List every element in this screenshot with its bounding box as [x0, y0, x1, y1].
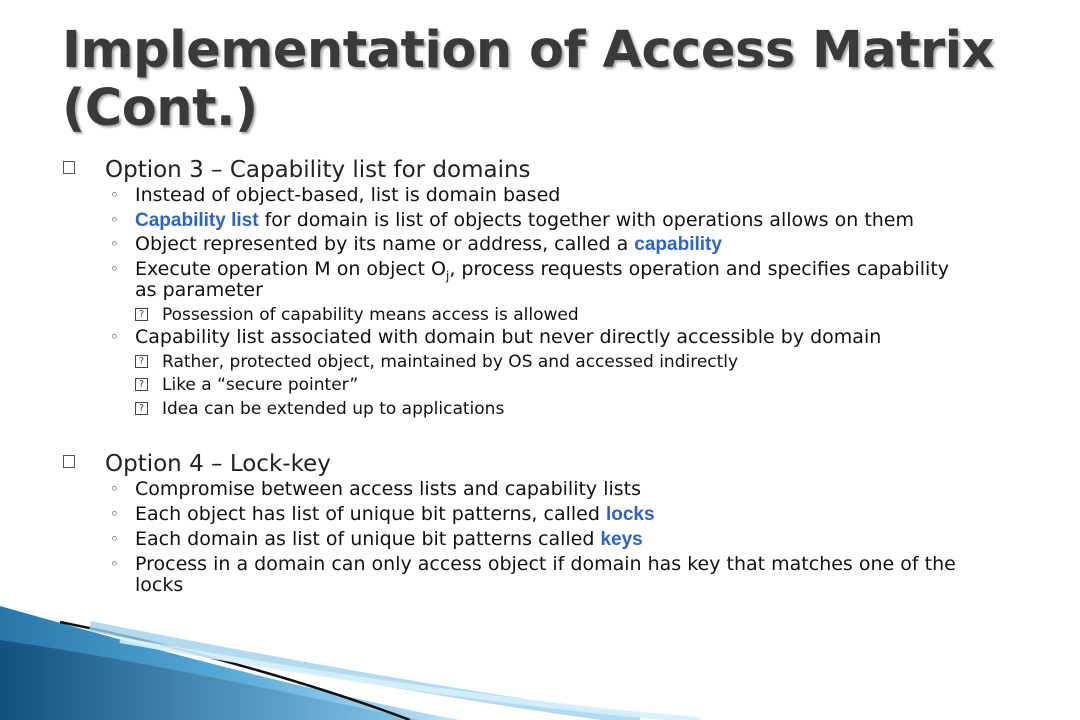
option-4-bullet-3: ◦ Each domain as list of unique bit patterns called keys	[110, 528, 643, 550]
option-4-bullet-2: ◦ Each object has list of unique bit patterns, called locks	[110, 503, 655, 525]
option-3-subbullet-3: ? Like a “secure pointer”	[162, 375, 358, 395]
circle-bullet-icon: ◦	[110, 328, 119, 346]
option-3-heading: Option 3 – Capability list for domains	[105, 157, 531, 183]
circle-bullet-icon: ◦	[110, 186, 119, 204]
option-3-bullet-4-continued: as parameter	[135, 279, 263, 301]
capability-list-term: Capability list	[135, 210, 259, 231]
option-3-bullet-3: ◦ Object represented by its name or address, called a capability	[110, 233, 722, 255]
option-4-bullet-4: ◦ Process in a domain can only access object if domain has key that matches one of the	[110, 553, 956, 575]
sub-bullet-icon: ?	[135, 308, 148, 321]
option-3-bullet-2: ◦ Capability list for domain is list of objects together with operations allows on them	[110, 209, 915, 231]
circle-bullet-icon: ◦	[110, 260, 119, 278]
circle-bullet-icon: ◦	[110, 235, 119, 253]
sub-bullet-icon: ?	[135, 355, 148, 368]
circle-bullet-icon: ◦	[110, 480, 119, 498]
circle-bullet-icon: ◦	[110, 555, 119, 573]
option-3-subbullet-4: ? Idea can be extended up to applications	[162, 399, 504, 419]
bullet-box-icon	[63, 161, 75, 174]
option-3-bullet-4: ◦ Execute operation M on object $O_j$, process requests operation and specifies capability	[110, 258, 950, 283]
circle-bullet-icon: ◦	[110, 211, 119, 229]
title-line-1: Implementation of Access Matrix	[62, 21, 995, 80]
option-4-bullet-1: ◦ Compromise between access lists and capability lists	[110, 478, 642, 500]
title-line-2: (Cont.)	[62, 79, 258, 138]
capability-term: capability	[634, 234, 722, 255]
option-4-bullet-4-continued: locks	[135, 574, 184, 596]
sub-bullet-icon: ?	[135, 402, 148, 415]
bullet-box-icon	[63, 455, 75, 468]
locks-term: locks	[605, 504, 655, 525]
option-3-subbullet-2: ? Rather, protected object, maintained by OS and accessed indirectly	[162, 352, 738, 372]
option-4-heading: Option 4 – Lock-key	[105, 451, 331, 477]
keys-term: keys	[600, 529, 643, 550]
option-3-bullet-1: ◦ Instead of object-based, list is domain based	[110, 184, 561, 206]
circle-bullet-icon: ◦	[110, 505, 119, 523]
sub-bullet-icon: ?	[135, 378, 148, 391]
slide-title	[62, 22, 1022, 138]
circle-bullet-icon: ◦	[110, 530, 119, 548]
option-3-bullet-5: ◦ Capability list associated with domain but never directly accessible by domain	[110, 326, 882, 348]
option-3-subbullet-1: ? Possession of capability means access is allowed	[162, 305, 579, 325]
